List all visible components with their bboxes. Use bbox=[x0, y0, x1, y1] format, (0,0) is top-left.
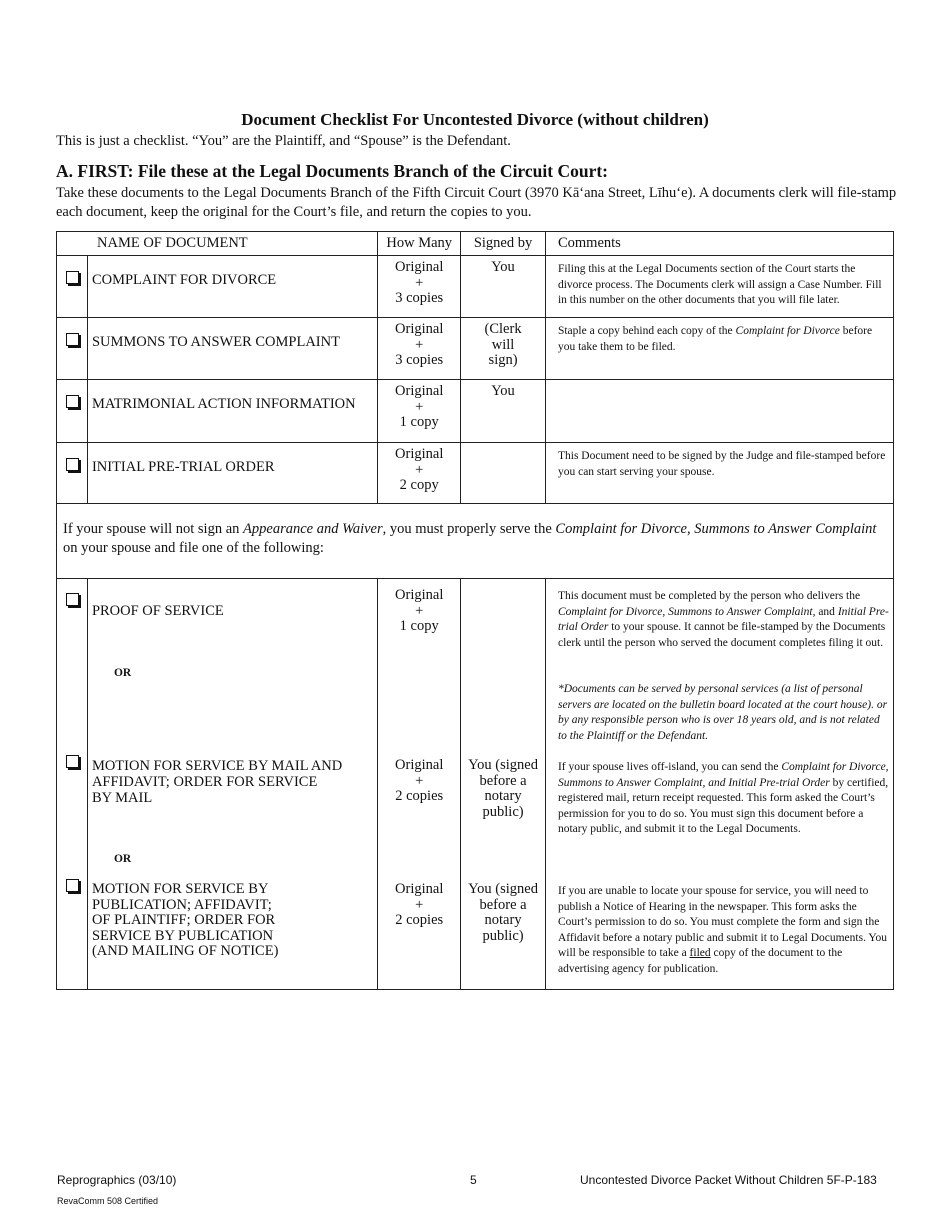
comment-emphasis: Initial Pre-trial Order bbox=[557, 605, 889, 633]
name-line: BY MAIL bbox=[91, 790, 153, 806]
section-a-heading: A. FIRST: File these at the Legal Documents Branch of the Circuit Court: bbox=[56, 161, 608, 181]
comment-part: If your spouse lives off-island, you can send the bbox=[557, 761, 782, 773]
footer-packet-title: Uncontested Divorce Packet Without Children 5F-P-183 bbox=[580, 1173, 877, 1187]
how-many-line: Original bbox=[395, 259, 444, 275]
how-many-line: + bbox=[415, 274, 424, 291]
header-how-many: How Many bbox=[378, 232, 461, 256]
how-many-line: + bbox=[415, 772, 424, 789]
table-row bbox=[57, 318, 894, 380]
service-options-row bbox=[57, 579, 894, 990]
note-emphasis: Complaint for Divorce bbox=[555, 521, 687, 537]
comment-text: This Document need to be signed by the Judge and file-stamped before you can start serving your spouse. bbox=[557, 450, 886, 478]
or-label: OR bbox=[113, 853, 132, 865]
signed-by-line: sign) bbox=[488, 352, 518, 368]
checkbox-cell[interactable] bbox=[57, 380, 88, 443]
comment-underline: filed bbox=[689, 947, 711, 959]
comment-part: by certified, registered mail, return receipt requested. This form asked the Court’s permission for you to do so. You must sign this document before a notary public, and submit it to the Legal Documents. bbox=[557, 776, 889, 835]
comment-part: Staple a copy behind each copy of the bbox=[557, 325, 736, 337]
comment-part: This document must be completed by the person who delivers the bbox=[557, 590, 861, 602]
checkbox-icon[interactable] bbox=[66, 333, 79, 346]
comment-text bbox=[558, 380, 891, 386]
signed-by-line: You bbox=[491, 259, 515, 275]
signed-by-line: You bbox=[491, 383, 515, 399]
comment-part: copy of the document to the advertising agency for publication. bbox=[557, 947, 843, 975]
comment-part: and bbox=[815, 605, 838, 618]
signed-by-line: before a bbox=[479, 896, 527, 913]
note-part: , bbox=[686, 521, 695, 537]
section-a-description: Take these documents to the Legal Documents Branch of the Fifth Circuit Court (3970 Kā‘ana Street, Līhu‘e). A documents clerk will file-stamp each document, keep the original for the Court’s file, and return the copies to you. bbox=[56, 185, 897, 220]
name-line: (AND MAILING OF NOTICE) bbox=[91, 943, 279, 960]
how-many-line: + bbox=[415, 336, 424, 353]
checkbox-cell[interactable] bbox=[57, 865, 87, 897]
note-emphasis: Summons to Answer Complaint bbox=[694, 521, 877, 537]
table-row bbox=[57, 380, 894, 443]
checkbox-icon[interactable] bbox=[66, 271, 79, 284]
header-comments: Comments bbox=[545, 232, 893, 256]
document-name: INITIAL PRE-TRIAL ORDER bbox=[91, 459, 275, 475]
name-line: SERVICE BY PUBLICATION bbox=[91, 927, 274, 944]
proof-comment bbox=[558, 589, 891, 651]
note-part: If your spouse will not sign an bbox=[63, 521, 244, 537]
page-number: 5 bbox=[470, 1173, 477, 1187]
how-many bbox=[378, 882, 460, 929]
checkbox-icon[interactable] bbox=[66, 755, 79, 768]
how-many-line: + bbox=[415, 896, 424, 913]
header-name: NAME OF DOCUMENT bbox=[57, 232, 378, 256]
publication-comment bbox=[558, 884, 891, 977]
signed-by-line: notary bbox=[484, 912, 522, 928]
signed-by-line: You (signed bbox=[468, 757, 538, 773]
document-name: PROOF OF SERVICE bbox=[91, 603, 224, 619]
document-name: COMPLAINT FOR DIVORCE bbox=[91, 272, 277, 288]
name-line: PUBLICATION; AFFIDAVIT; bbox=[91, 896, 272, 913]
checkbox-cell[interactable] bbox=[57, 741, 87, 773]
how-many-line: Original bbox=[395, 757, 444, 773]
name-line: AFFIDAVIT; ORDER FOR SERVICE bbox=[91, 774, 318, 790]
intro-text: This is just a checklist. “You” are the Plaintiff, and “Spouse” is the Defendant. bbox=[56, 133, 511, 149]
how-many-line: Original bbox=[395, 881, 444, 897]
note-emphasis: Appearance and Waiver bbox=[243, 521, 383, 537]
service-note-row bbox=[57, 504, 894, 579]
how-many-line: 1 copy bbox=[399, 618, 439, 634]
signed-by-line: before a bbox=[479, 772, 527, 789]
document-name bbox=[92, 882, 377, 960]
how-many-line: 1 copy bbox=[399, 414, 439, 430]
table-header-row bbox=[57, 232, 894, 256]
comment-text: Filing this at the Legal Documents section of the Court starts the divorce process. The Documents clerk will assign a Case Number. Fill in this number on the other documents that you will file later. bbox=[557, 263, 882, 306]
document-name: MATRIMONIAL ACTION INFORMATION bbox=[91, 396, 356, 412]
signed-by-line: public) bbox=[482, 927, 524, 944]
how-many bbox=[378, 588, 460, 635]
how-many-line: 2 copies bbox=[395, 788, 444, 804]
checkbox-cell[interactable] bbox=[57, 585, 87, 611]
document-checklist-table bbox=[56, 231, 894, 990]
header-signed-by: Signed by bbox=[461, 232, 546, 256]
how-many-line: 2 copy bbox=[399, 477, 439, 493]
name-line: OF PLAINTIFF; ORDER FOR bbox=[91, 912, 276, 929]
how-many-line: Original bbox=[395, 383, 444, 399]
how-many-line: 2 copies bbox=[395, 912, 444, 928]
how-many-line: 3 copies bbox=[395, 290, 444, 306]
document-name: SUMMONS TO ANSWER COMPLAINT bbox=[91, 334, 340, 350]
mail-comment bbox=[558, 760, 891, 838]
checkbox-icon[interactable] bbox=[66, 395, 79, 408]
how-many-line: 3 copies bbox=[395, 352, 444, 368]
how-many-line: Original bbox=[395, 321, 444, 337]
how-many-line: + bbox=[415, 398, 424, 415]
how-many-line: Original bbox=[395, 587, 444, 603]
checkbox-cell[interactable] bbox=[57, 318, 88, 380]
how-many bbox=[378, 758, 460, 805]
how-many-line: + bbox=[415, 602, 424, 619]
signed-by bbox=[461, 758, 545, 820]
signed-by bbox=[461, 882, 545, 944]
signed-by-line: will bbox=[491, 336, 515, 353]
comment-part: If you are unable to locate your spouse for service, you will need to publish a Notice of Hearing in the newspaper. This form asks the Court’s permission to do so. You must complete the form and sign the Affidavit before a notary public and submit it to Legal Documents. You will be responsible to take a bbox=[557, 885, 888, 959]
table-row bbox=[57, 443, 894, 504]
document-name bbox=[92, 758, 377, 806]
page-title: Document Checklist For Uncontested Divorce (without children) bbox=[241, 110, 709, 129]
comment-emphasis: Complaint for Divorce bbox=[735, 325, 840, 337]
service-note bbox=[57, 504, 893, 558]
name-line: MOTION FOR SERVICE BY bbox=[91, 881, 269, 897]
checkbox-icon[interactable] bbox=[66, 879, 79, 892]
comment-text bbox=[558, 318, 891, 355]
signed-by-line: (Clerk bbox=[484, 321, 522, 337]
checkbox-cell[interactable] bbox=[57, 443, 88, 504]
how-many-line: + bbox=[415, 461, 424, 478]
service-footnote bbox=[558, 682, 891, 744]
comment-emphasis: Complaint for Divorce bbox=[557, 605, 663, 618]
comment-emphasis: Complaint for Divorce, Summons to Answer Complaint, and Initial Pre-trial Order bbox=[557, 761, 889, 789]
signed-by-line: notary bbox=[484, 788, 522, 804]
comment-emphasis: Summons to Answer Complaint, bbox=[668, 605, 816, 618]
comment-part: , bbox=[662, 605, 669, 618]
footer-reprographics: Reprographics (03/10) bbox=[57, 1173, 177, 1187]
comment-part: to your spouse. It cannot be file-stamped by the Documents clerk until the person who served the document completes filing it out. bbox=[557, 621, 886, 649]
signed-by-line: You (signed bbox=[468, 881, 538, 897]
checkbox-cell[interactable] bbox=[57, 256, 88, 318]
footer-certified: RevaComm 508 Certified bbox=[57, 1196, 159, 1206]
footnote-text: *Documents can be served by personal services (a list of personal servers are located on the bulletin board located at the court house). or by any responsible person who is over 18 years old, and is not related to the Plaintiff or the Defendant. bbox=[557, 683, 888, 742]
name-line: MOTION FOR SERVICE BY MAIL AND bbox=[91, 758, 343, 774]
note-part: on your spouse and file one of the following: bbox=[63, 540, 324, 556]
comment-part: before you take them to be filed. bbox=[557, 325, 873, 353]
how-many-line: Original bbox=[395, 446, 444, 462]
or-label: OR bbox=[113, 667, 132, 679]
note-part: , you must properly serve the bbox=[382, 521, 556, 537]
signed-by-line: public) bbox=[482, 803, 524, 820]
checkbox-icon[interactable] bbox=[66, 458, 79, 471]
checkbox-icon[interactable] bbox=[66, 593, 79, 606]
table-row bbox=[57, 256, 894, 318]
